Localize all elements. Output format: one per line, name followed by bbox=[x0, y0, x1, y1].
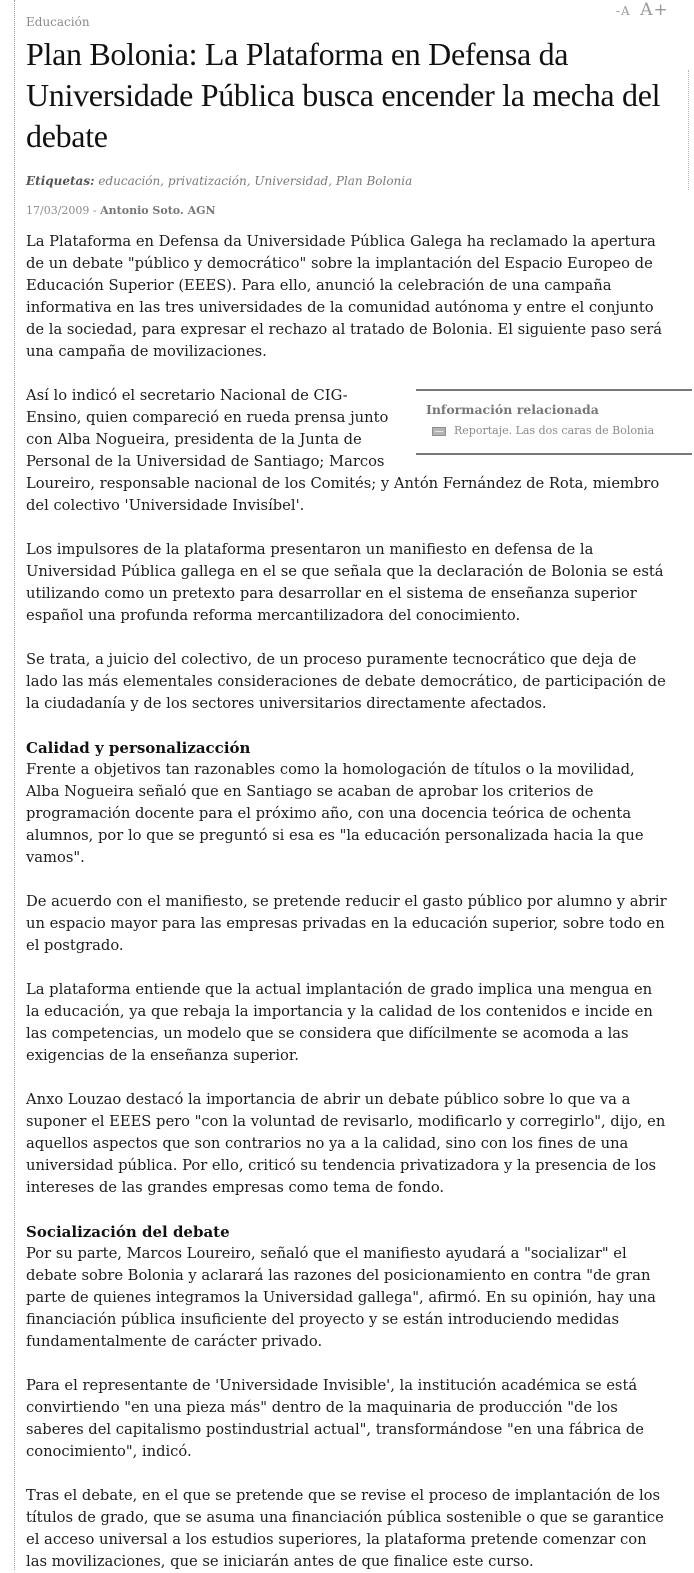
paragraph: La Plataforma en Defensa da Universidade Pública Galega ha reclamado la apertura de un debate "público y democrático" sobre la implantación del Espacio Europeo de Educación Superior (EEES). Para ello, anunció la celebración de una campaña informativa en las tres universidades de la comunidad autónoma y entre el conjunto de la sociedad, para expresar el rechazo al tratado de Bolonia. El siguiente paso será una campaña de movilizaciones. bbox=[26, 233, 662, 360]
tag-link[interactable]: Universidad bbox=[254, 174, 329, 188]
tag-separator: , bbox=[160, 174, 168, 188]
paragraph: Se trata, a juicio del colectivo, de un proceso puramente tecnocrático que deja de lado las más elementales consideraciones de debate democrático, de participación de la ciudadanía y de los sectores universitarios directamente afectados. bbox=[26, 651, 666, 712]
article-body bbox=[26, 231, 668, 1573]
subheading: Calidad y personalizacción bbox=[26, 739, 251, 757]
paragraph: Por su parte, Marcos Loureiro, señaló que el manifiesto ayudará a "socializar" el debate sobre Bolonia y aclarará las razones del posicionamiento en contra "de gran parte de quienes integramos la Universidad gallega", afirmó. En su opinión, hay una financiación pública insuficiente del proyecto y se están introduciendo medidas fundamentalmente de carácter privado. bbox=[26, 1245, 656, 1350]
tag-link[interactable]: educación bbox=[98, 174, 161, 188]
paragraph: De acuerdo con el manifiesto, se pretende reducir el gasto público por alumno y abrir un espacio mayor para las empresas privadas en la educación superior, sobre todo en el postgrado. bbox=[26, 893, 667, 954]
tag-link[interactable]: privatización bbox=[167, 174, 247, 188]
subheading: Socialización del debate bbox=[26, 1223, 230, 1241]
article-container bbox=[26, 14, 668, 1573]
paragraph: Así lo indicó el secretario Nacional de CIG-Ensino, quien compareció en rueda prensa junto con Alba Nogueira, presidenta de la Junta de Personal de la Universidad de Santiago; Marcos Loureiro, responsable nacional de los Comités; y Antón Fernández de Rota, miembro del colectivo 'Universidade Invisíbel'. bbox=[26, 387, 660, 514]
tag-link[interactable]: Plan Bolonia bbox=[335, 174, 413, 188]
related-link[interactable] bbox=[416, 423, 692, 439]
paragraph: Anxo Louzao destacó la importancia de abrir un debate público sobre lo que va a suponer el EEES pero "con la voluntad de revisarlo, modificarlo y corregirlo", dijo, en aquellos aspectos que son contrarios no ya a la calidad, sino con los fines de una universidad pública. Por ello, criticó su tendencia privatizadora y la presencia de los intereses de las grandes empresas como tema de fondo. bbox=[26, 1091, 666, 1196]
author-name: Antonio Soto. AGN bbox=[100, 204, 216, 217]
byline bbox=[26, 204, 668, 217]
increase-font-button[interactable]: A+ bbox=[640, 0, 669, 20]
tag-separator: , bbox=[328, 174, 336, 188]
byline-separator: - bbox=[89, 204, 101, 217]
paragraph: Los impulsores de la plataforma presentaron un manifiesto en defensa de la Universidad Pública gallega en el se que señala que la declaración de Bolonia se está utilizando como un pretexto para desarrollar en el sistema de enseñanza superior español una profunda reforma mercantilizadora del conocimiento. bbox=[26, 541, 664, 624]
paragraph: Tras el debate, en el que se pretende que se revise el proceso de implantación de los títulos de grado, que se asuma una financiación pública sostenible o que se garantice el acceso universal a los estudios superiores, la plataforma pretende comenzar con las movilizaciones, que se iniciarán antes de que finalice este curso. bbox=[26, 1487, 664, 1570]
related-info-title: Información relacionada bbox=[426, 402, 599, 417]
paragraph: Frente a objetivos tan razonables como la homologación de títulos o la movilidad, Alba Nogueira señaló que en Santiago se acaban de aprobar los criterios de programación docente para el próximo año, con una docencia teórica de ochenta alumnos, por lo que se preguntó si esa es "la educación personalizada hacia la que vamos". bbox=[26, 761, 644, 866]
article-title: Plan Bolonia: La Plataforma en Defensa da Universidade Pública busca encender la mecha del debate bbox=[26, 36, 661, 154]
left-column-divider bbox=[14, 0, 15, 1570]
tag-separator: , bbox=[246, 174, 255, 188]
related-link-label: Reportaje. Las dos caras de Bolonia bbox=[454, 424, 655, 437]
tags-line bbox=[26, 174, 668, 188]
related-info-box bbox=[416, 389, 692, 455]
paragraph: La plataforma entiende que la actual implantación de grado implica una mengua en la educación, ya que rebaja la importancia y la calidad de los contenidos e incide en las competencias, un modelo que se considera que difícilmente se acomoda a las exigencias de la enseñanza superior. bbox=[26, 981, 653, 1064]
tags-label: Etiquetas: bbox=[26, 174, 95, 188]
section-label[interactable]: Educación bbox=[26, 15, 90, 29]
decrease-font-button[interactable]: -A bbox=[616, 4, 631, 18]
publish-date: 17/03/2009 bbox=[26, 204, 90, 217]
paragraph: Para el representante de 'Universidade Invisible', la institución académica se está convirtiendo "en una pieza más" dentro de la maquinaria de producción "de los saberes del capitalismo postindustrial actual", transformándose "en una fábrica de conocimiento", indicó. bbox=[26, 1377, 644, 1460]
document-icon bbox=[432, 427, 446, 436]
right-column-divider bbox=[688, 70, 689, 190]
